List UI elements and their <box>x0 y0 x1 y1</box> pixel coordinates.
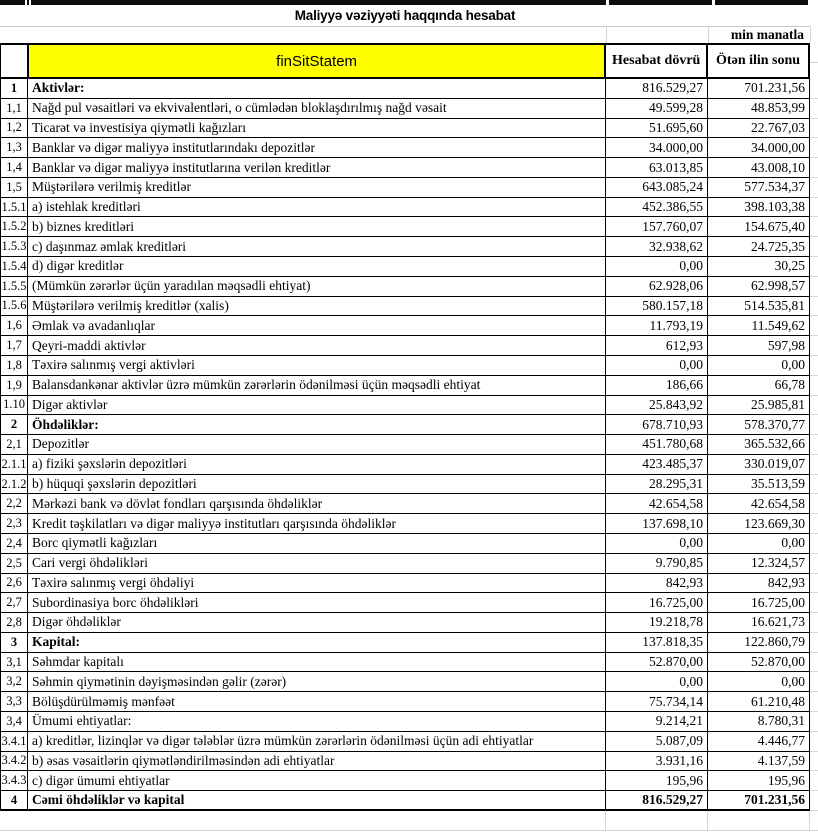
row-current-value-cell: 423.485,37 <box>606 455 708 475</box>
row-number-cell: 3,1 <box>0 653 28 673</box>
grid-sliver-cell <box>810 99 818 119</box>
grid-sliver-cell <box>810 217 818 237</box>
row-current-value-cell: 451.780,68 <box>606 435 708 455</box>
row-label-cell: a) istehlak kreditləri <box>28 198 606 218</box>
row-current-value-cell: 157.760,07 <box>606 217 708 237</box>
row-number-cell: 1 <box>0 79 28 99</box>
table-row <box>0 336 818 356</box>
table-row <box>0 435 818 455</box>
row-number-cell: 3 <box>0 633 28 653</box>
row-label-cell: Ticarət və investisiya qiymətli kağızları <box>28 119 606 139</box>
row-number-cell: 1,4 <box>0 158 28 178</box>
row-current-value-cell: 452.386,55 <box>606 198 708 218</box>
row-label-cell: Əmlak və avadanlıqlar <box>28 316 606 336</box>
row-number-cell: 2,5 <box>0 554 28 574</box>
row-label-cell: Ümumi ehtiyatlar: <box>28 712 606 732</box>
grid-sliver-cell <box>810 435 818 455</box>
row-previous-value-cell: 123.669,30 <box>708 514 810 534</box>
grid-sliver-cell <box>810 554 818 574</box>
row-label-cell: Təxirə salınmış vergi aktivləri <box>28 356 606 376</box>
table-row <box>0 574 818 594</box>
grid-sliver-cell <box>810 277 818 297</box>
row-current-value-cell: 816.529,27 <box>606 79 708 99</box>
row-label-cell: Mərkəzi bank və dövlət fondları qarşısında öhdəliklər <box>28 494 606 514</box>
gridline <box>605 811 606 830</box>
row-previous-value-cell: 30,25 <box>708 257 810 277</box>
row-number-cell: 2.1.1 <box>0 455 28 475</box>
row-current-value-cell: 62.928,06 <box>606 277 708 297</box>
report-title-row <box>0 5 810 27</box>
grid-sliver-cell <box>810 316 818 336</box>
row-number-cell: 1,7 <box>0 336 28 356</box>
row-number-cell: 3,3 <box>0 692 28 712</box>
table-row <box>0 514 818 534</box>
row-number-cell: 1.10 <box>0 396 28 416</box>
row-label-cell: Təxirə salınmış vergi öhdəliyi <box>28 574 606 594</box>
row-current-value-cell: 28.295,31 <box>606 475 708 495</box>
row-number-cell: 2,4 <box>0 534 28 554</box>
row-label-cell: Borc qiymətli kağızları <box>28 534 606 554</box>
row-previous-value-cell: 195,96 <box>708 771 810 791</box>
grid-sliver-cell <box>810 376 818 396</box>
table-row <box>0 712 818 732</box>
gridline <box>707 811 708 830</box>
row-label-cell: Aktivlər: <box>28 79 606 99</box>
table-row <box>0 672 818 692</box>
row-number-cell: 2,1 <box>0 435 28 455</box>
row-label-cell: a) fiziki şəxslərin depozitləri <box>28 455 606 475</box>
row-label-cell: (Mümkün zərərlər üçün yaradılan məqsədli ehtiyat) <box>28 277 606 297</box>
row-label-cell: b) əsas vəsaitlərin qiymətləndirilməsindən adi ehtiyatlar <box>28 752 606 772</box>
row-number-cell: 2,2 <box>0 494 28 514</box>
row-number-cell: 1.5.6 <box>0 297 28 317</box>
row-current-value-cell: 0,00 <box>606 672 708 692</box>
row-label-cell: Müştərilərə verilmiş kreditlər <box>28 178 606 198</box>
row-label-cell: Cari vergi öhdəlikləri <box>28 554 606 574</box>
row-previous-value-cell: 62.998,57 <box>708 277 810 297</box>
grid-sliver-cell <box>810 791 818 811</box>
row-current-value-cell: 186,66 <box>606 376 708 396</box>
row-number-cell: 2.1.2 <box>0 475 28 495</box>
row-current-value-cell: 19.218,78 <box>606 613 708 633</box>
table-row <box>0 732 818 752</box>
row-number-cell: 1,6 <box>0 316 28 336</box>
row-label-cell: Müştərilərə verilmiş kreditlər (xalis) <box>28 297 606 317</box>
grid-sliver-cell <box>810 593 818 613</box>
row-current-value-cell: 3.931,16 <box>606 752 708 772</box>
grid-sliver-cell <box>810 119 818 139</box>
table-row <box>0 198 818 218</box>
row-current-value-cell: 5.087,09 <box>606 732 708 752</box>
grid-sliver-cell <box>810 178 818 198</box>
grid-sliver-cell <box>810 613 818 633</box>
grid-sliver-cell <box>810 396 818 416</box>
row-current-value-cell: 195,96 <box>606 771 708 791</box>
row-number-cell: 2 <box>0 415 28 435</box>
row-current-value-cell: 816.529,27 <box>606 791 708 811</box>
row-number-cell: 1,5 <box>0 178 28 198</box>
row-previous-value-cell: 25.985,81 <box>708 396 810 416</box>
grid-sliver-cell <box>810 771 818 791</box>
row-number-cell: 2,8 <box>0 613 28 633</box>
table-row <box>0 119 818 139</box>
row-current-value-cell: 0,00 <box>606 257 708 277</box>
row-current-value-cell: 51.695,60 <box>606 119 708 139</box>
grid-sliver-cell <box>810 653 818 673</box>
row-current-value-cell: 678.710,93 <box>606 415 708 435</box>
row-number-cell: 1,9 <box>0 376 28 396</box>
row-label-cell: c) daşınmaz əmlak kreditləri <box>28 237 606 257</box>
gridline <box>810 26 811 43</box>
gridline <box>809 811 810 830</box>
grid-sliver-cell <box>810 257 818 277</box>
table-body <box>0 79 818 811</box>
table-row <box>0 475 818 495</box>
row-current-value-cell: 63.013,85 <box>606 158 708 178</box>
row-label-cell: Qeyri-maddi aktivlər <box>28 336 606 356</box>
grid-sliver-cell <box>810 514 818 534</box>
row-current-value-cell: 34.000,00 <box>606 138 708 158</box>
row-label-cell: Banklar və digər maliyyə institutlarındakı depozitlər <box>28 138 606 158</box>
row-current-value-cell: 42.654,58 <box>606 494 708 514</box>
table-row <box>0 415 818 435</box>
row-previous-value-cell: 42.654,58 <box>708 494 810 514</box>
grid-sliver-cell <box>810 455 818 475</box>
row-label-cell: Subordinasiya borc öhdəlikləri <box>28 593 606 613</box>
row-current-value-cell: 75.734,14 <box>606 692 708 712</box>
row-current-value-cell: 16.725,00 <box>606 593 708 613</box>
row-previous-value-cell: 43.008,10 <box>708 158 810 178</box>
row-previous-value-cell: 11.549,62 <box>708 316 810 336</box>
grid-sliver-cell <box>810 534 818 554</box>
row-label-cell: Balansdankənar aktivlər üzrə mümkün zərərlərin ödənilməsi üçün məqsədli ehtiyat <box>28 376 606 396</box>
row-current-value-cell: 137.698,10 <box>606 514 708 534</box>
row-previous-value-cell: 61.210,48 <box>708 692 810 712</box>
row-number-cell: 1,3 <box>0 138 28 158</box>
row-current-value-cell: 0,00 <box>606 534 708 554</box>
table-row <box>0 356 818 376</box>
row-previous-value-cell: 35.513,59 <box>708 475 810 495</box>
row-previous-value-cell: 48.853,99 <box>708 99 810 119</box>
row-previous-value-cell: 701.231,56 <box>708 791 810 811</box>
grid-sliver-cell <box>810 356 818 376</box>
row-label-cell: Nağd pul vəsaitləri və ekvivalentləri, o cümlədən bloklaşdırılmış nağd vəsait <box>28 99 606 119</box>
table-row <box>0 396 818 416</box>
row-current-value-cell: 25.843,92 <box>606 396 708 416</box>
gridline <box>0 830 818 831</box>
table-row <box>0 257 818 277</box>
table-row <box>0 79 818 99</box>
table-row <box>0 178 818 198</box>
table-row <box>0 593 818 613</box>
row-label-cell: Səhmin qiymətinin dəyişməsindən gəlir (zərər) <box>28 672 606 692</box>
row-previous-value-cell: 66,78 <box>708 376 810 396</box>
row-number-cell: 3,4 <box>0 712 28 732</box>
table-row <box>0 534 818 554</box>
row-previous-value-cell: 842,93 <box>708 574 810 594</box>
table-row <box>0 554 818 574</box>
row-number-cell: 1.5.2 <box>0 217 28 237</box>
row-current-value-cell: 612,93 <box>606 336 708 356</box>
unit-label: min manatla <box>730 27 804 42</box>
row-previous-value-cell: 0,00 <box>708 534 810 554</box>
table-row <box>0 217 818 237</box>
row-number-cell: 3,2 <box>0 672 28 692</box>
table-row <box>0 237 818 257</box>
row-label-cell: Digər öhdəliklər <box>28 613 606 633</box>
row-current-value-cell: 0,00 <box>606 356 708 376</box>
row-current-value-cell: 32.938,62 <box>606 237 708 257</box>
grid-sliver-cell <box>810 158 818 178</box>
row-number-cell: 2,6 <box>0 574 28 594</box>
table-row <box>0 752 818 772</box>
row-previous-value-cell: 22.767,03 <box>708 119 810 139</box>
table-row <box>0 771 818 791</box>
row-current-value-cell: 49.599,28 <box>606 99 708 119</box>
grid-sliver-cell <box>810 692 818 712</box>
row-number-cell: 1.5.4 <box>0 257 28 277</box>
row-label-cell: Kredit təşkilatları və digər maliyyə institutları qarşısında öhdəliklər <box>28 514 606 534</box>
row-label-cell: Səhmdar kapitalı <box>28 653 606 673</box>
grid-sliver-cell <box>810 494 818 514</box>
row-previous-value-cell: 24.725,35 <box>708 237 810 257</box>
row-previous-value-cell: 398.103,38 <box>708 198 810 218</box>
row-label-cell: Depozitlər <box>28 435 606 455</box>
row-current-value-cell: 137.818,35 <box>606 633 708 653</box>
row-previous-value-cell: 514.535,81 <box>708 297 810 317</box>
row-previous-value-cell: 4.137,59 <box>708 752 810 772</box>
row-label-cell: c) digər ümumi ehtiyatlar <box>28 771 606 791</box>
row-previous-value-cell: 701.231,56 <box>708 79 810 99</box>
row-previous-value-cell: 8.780,31 <box>708 712 810 732</box>
grid-sliver-cell <box>810 712 818 732</box>
row-previous-value-cell: 578.370,77 <box>708 415 810 435</box>
table-row <box>0 138 818 158</box>
report-title: Maliyyə vəziyyəti haqqında hesabat <box>294 8 516 23</box>
gridline <box>708 26 709 43</box>
table-row <box>0 494 818 514</box>
row-previous-value-cell: 16.725,00 <box>708 593 810 613</box>
row-current-value-cell: 11.793,19 <box>606 316 708 336</box>
row-current-value-cell: 643.085,24 <box>606 178 708 198</box>
grid-sliver-cell <box>810 415 818 435</box>
row-previous-value-cell: 16.621,73 <box>708 613 810 633</box>
unit-row <box>0 27 810 43</box>
row-label-cell: b) biznes kreditləri <box>28 217 606 237</box>
row-number-cell: 1,2 <box>0 119 28 139</box>
row-previous-value-cell: 122.860,79 <box>708 633 810 653</box>
row-previous-value-cell: 330.019,07 <box>708 455 810 475</box>
row-number-cell: 3.4.1 <box>0 732 28 752</box>
row-previous-value-cell: 0,00 <box>708 356 810 376</box>
table-row <box>0 613 818 633</box>
row-number-cell: 2,7 <box>0 593 28 613</box>
row-previous-value-cell: 154.675,40 <box>708 217 810 237</box>
grid-sliver-cell <box>810 198 818 218</box>
grid-sliver-cell <box>810 138 818 158</box>
table-row <box>0 692 818 712</box>
grid-sliver-cell <box>810 732 818 752</box>
row-label-cell: b) hüquqi şəxslərin depozitləri <box>28 475 606 495</box>
row-current-value-cell: 842,93 <box>606 574 708 594</box>
gridline <box>606 26 607 43</box>
table-header-row <box>0 43 810 79</box>
row-number-cell: 1,8 <box>0 356 28 376</box>
row-label-cell: a) kreditlər, lizinqlər və digər tələblər üzrə mümkün zərərlərin ödənilməsi üçün adi ehtiyatlar <box>28 732 606 752</box>
row-label-cell: Banklar və digər maliyyə institutlarına verilən kreditlər <box>28 158 606 178</box>
grid-sliver-cell <box>810 672 818 692</box>
grid-sliver-cell <box>810 574 818 594</box>
header-finsitstatem-cell: finSitStatem <box>29 45 606 77</box>
row-previous-value-cell: 577.534,37 <box>708 178 810 198</box>
grid-sliver-cell <box>810 336 818 356</box>
table-row <box>0 653 818 673</box>
table-row <box>0 791 818 811</box>
row-previous-value-cell: 34.000,00 <box>708 138 810 158</box>
table-row <box>0 158 818 178</box>
row-label-cell: Öhdəliklər: <box>28 415 606 435</box>
gridline <box>810 62 818 63</box>
grid-sliver-cell <box>810 297 818 317</box>
row-label-cell: d) digər kreditlər <box>28 257 606 277</box>
row-number-cell: 3.4.3 <box>0 771 28 791</box>
table-row <box>0 376 818 396</box>
grid-sliver-cell <box>810 633 818 653</box>
table-row <box>0 633 818 653</box>
row-current-value-cell: 52.870,00 <box>606 653 708 673</box>
header-current-period-cell: Hesabat dövrü <box>606 45 708 77</box>
row-previous-value-cell: 4.446,77 <box>708 732 810 752</box>
grid-sliver-cell <box>810 237 818 257</box>
row-number-cell: 1.5.5 <box>0 277 28 297</box>
header-number-cell <box>1 45 29 77</box>
header-previous-period-cell: Ötən ilin sonu <box>708 45 810 77</box>
row-number-cell: 2,3 <box>0 514 28 534</box>
row-previous-value-cell: 52.870,00 <box>708 653 810 673</box>
row-number-cell: 3.4.2 <box>0 752 28 772</box>
row-label-cell: Cəmi öhdəliklər və kapital <box>28 791 606 811</box>
row-label-cell: Bölüşdürülməmiş mənfəət <box>28 692 606 712</box>
row-current-value-cell: 9.214,21 <box>606 712 708 732</box>
row-label-cell: Digər aktivlər <box>28 396 606 416</box>
row-previous-value-cell: 365.532,66 <box>708 435 810 455</box>
row-previous-value-cell: 597,98 <box>708 336 810 356</box>
row-previous-value-cell: 12.324,57 <box>708 554 810 574</box>
grid-sliver-cell <box>810 475 818 495</box>
table-row <box>0 297 818 317</box>
table-row <box>0 277 818 297</box>
row-number-cell: 1.5.1 <box>0 198 28 218</box>
grid-sliver-cell <box>810 752 818 772</box>
row-number-cell: 4 <box>0 791 28 811</box>
table-row <box>0 99 818 119</box>
row-current-value-cell: 580.157,18 <box>606 297 708 317</box>
row-number-cell: 1.5.3 <box>0 237 28 257</box>
table-row <box>0 316 818 336</box>
row-previous-value-cell: 0,00 <box>708 672 810 692</box>
table-row <box>0 455 818 475</box>
grid-sliver-cell <box>810 79 818 99</box>
row-label-cell: Kapital: <box>28 633 606 653</box>
row-current-value-cell: 9.790,85 <box>606 554 708 574</box>
row-number-cell: 1,1 <box>0 99 28 119</box>
